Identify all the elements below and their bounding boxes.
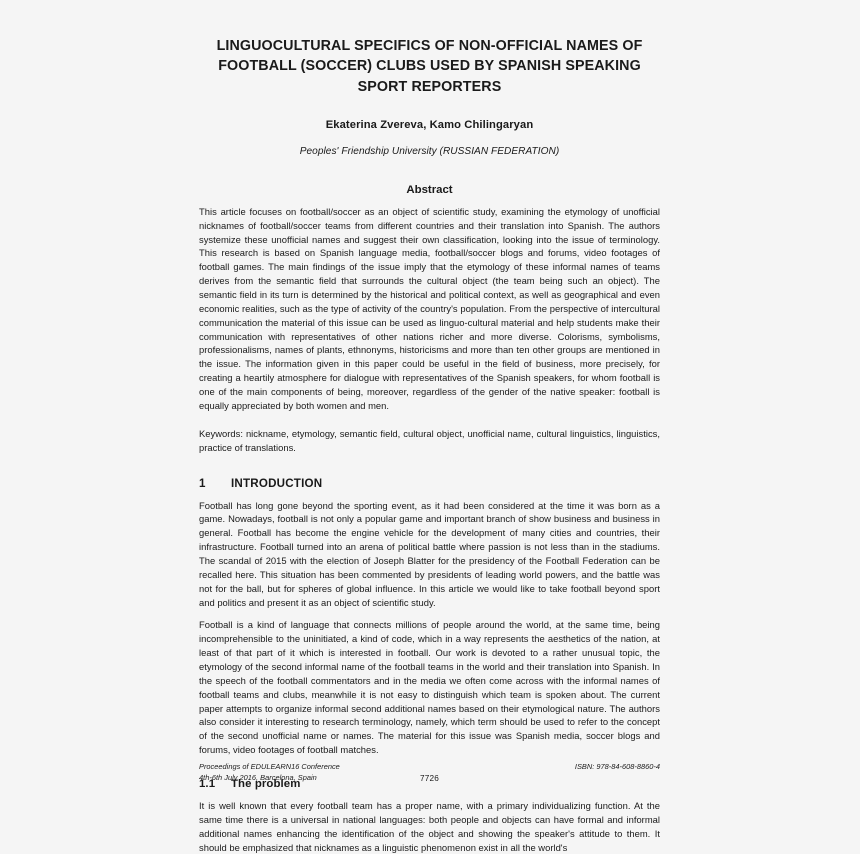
section-number: 1 — [199, 476, 206, 490]
page-number: 7726 — [419, 774, 439, 783]
page-footer — [199, 762, 660, 792]
author-list: Ekaterina Zvereva, Kamo Chilingaryan — [325, 118, 534, 131]
the-problem-paragraph: It is well known that every football team has a proper name, with a primary individualizing function. At the same time there is a universal in national languages: both people and objects can have formal and informal additional names enhancing the identification of the object and showing the speaker's attitude to them. It should be emphasized that nicknames as a linguistic phenomenon exist in all the world's — [199, 799, 660, 853]
affiliation: Peoples' Friendship University (RUSSIAN FEDERATION) — [299, 145, 560, 157]
section-heading-introduction — [199, 455, 660, 490]
section-title: INTRODUCTION — [231, 476, 323, 490]
introduction-paragraph-2: Football is a kind of language that connects millions of people around the world, at the same time, being incomprehensible to the uninitiated, a kind of code, which in a way represents the aesthetics of the nation, at least of that part of it which is interested in football. Our work is devoted to a rather unusual topic, the etymology of the second informal name of the football teams in the world and their translation into Spanish. In the speech of the football commentators and in the media we often come across with the informal names of football teams and clubs, meanwhile it is not easy to distinguish which team is spoken about. The current paper attempts to organize informal second additional names based on their etymological nature. The authors also consider it interesting to research terminology, namely, which term should be used to refer to the concept of the second unofficial name or names. The material for this issue was Spanish media, soccer blogs and forums, video footages of football matches. — [199, 619, 660, 756]
subsection-title: The problem — [231, 777, 301, 790]
page-title: LINGUOCULTURAL SPECIFICS OF NON-OFFICIAL NAMES OF FOOTBALL (SOCCER) CLUBS USED BY SPANISH SPEAKING SPORT REPORTERS — [216, 38, 643, 95]
subsection-number: 1.1 — [199, 777, 216, 790]
footer-conference-date-location: 4th-6th July 2016, Barcelona, Spain — [199, 772, 317, 782]
abstract-heading: Abstract — [406, 183, 453, 196]
footer-conference-name: Proceedings of EDULEARN16 Conference — [199, 762, 340, 771]
introduction-paragraph-1: Football has long gone beyond the sporting event, as it had been considered at the time it was born as a game. Nowadays, football is not only a popular game and important branch of show business and business in general. Football has become the engine vehicle for the development of many cities and countries, their infrastructure. Football turned into an arena of political battle where passion is not less than in the stadiums. The scandal of 2015 with the election of Joseph Blatter for the presidency of the Football Federation can be recalled here. This situation has been commented by presidents of leading world powers, and the battle was not for the ball, but for spheres of global influence. In this article we would like to take football beyond sport and politics and present it as an object of scientific study. — [199, 499, 660, 608]
footer-isbn: ISBN: 978-84-608-8860-4 — [574, 762, 660, 771]
abstract-text: This article focuses on football/soccer as an object of scientific study, examining the etymology of unofficial nicknames of football/soccer teams from different countries and their translation into Spanish. The authors systemize these unofficial names and suggest their own classification, looking into the issue of terminology. This research is based on Spanish language media, football/soccer blogs and forums, video footages of football games. The main findings of the issue imply that the etymology of these informal names of teams derives from the semantic field that surrounds the cultural object (the team being such an object). The semantic field in its turn is determined by the historical and political context, as well as geographical and even economic realities, such as the type of activity of the country's population. From the perspective of intercultural communication the material of this issue can be used as linguo-cultural material and help students make their communication with representatives of other nations richer and more diverse. Colorisms, symbolisms, professionalisms, names of plants, ethnonyms, historicisms and more than ten other groups are mentioned in the issue. The information given in this paper could be useful in the field of business, more precisely, for creating a heartily atmosphere for dialogue with representatives of the Spanish speakers, for whom football is one of the main components of being, moreover, regardless of the gender of the native speaker: football is equally appreciated by both women and men. — [199, 205, 660, 411]
page-content — [199, 0, 660, 854]
keywords-text: Keywords: nickname, etymology, semantic field, cultural object, unofficial name, cultural linguistics, linguistics, practice of translations. — [199, 427, 660, 453]
